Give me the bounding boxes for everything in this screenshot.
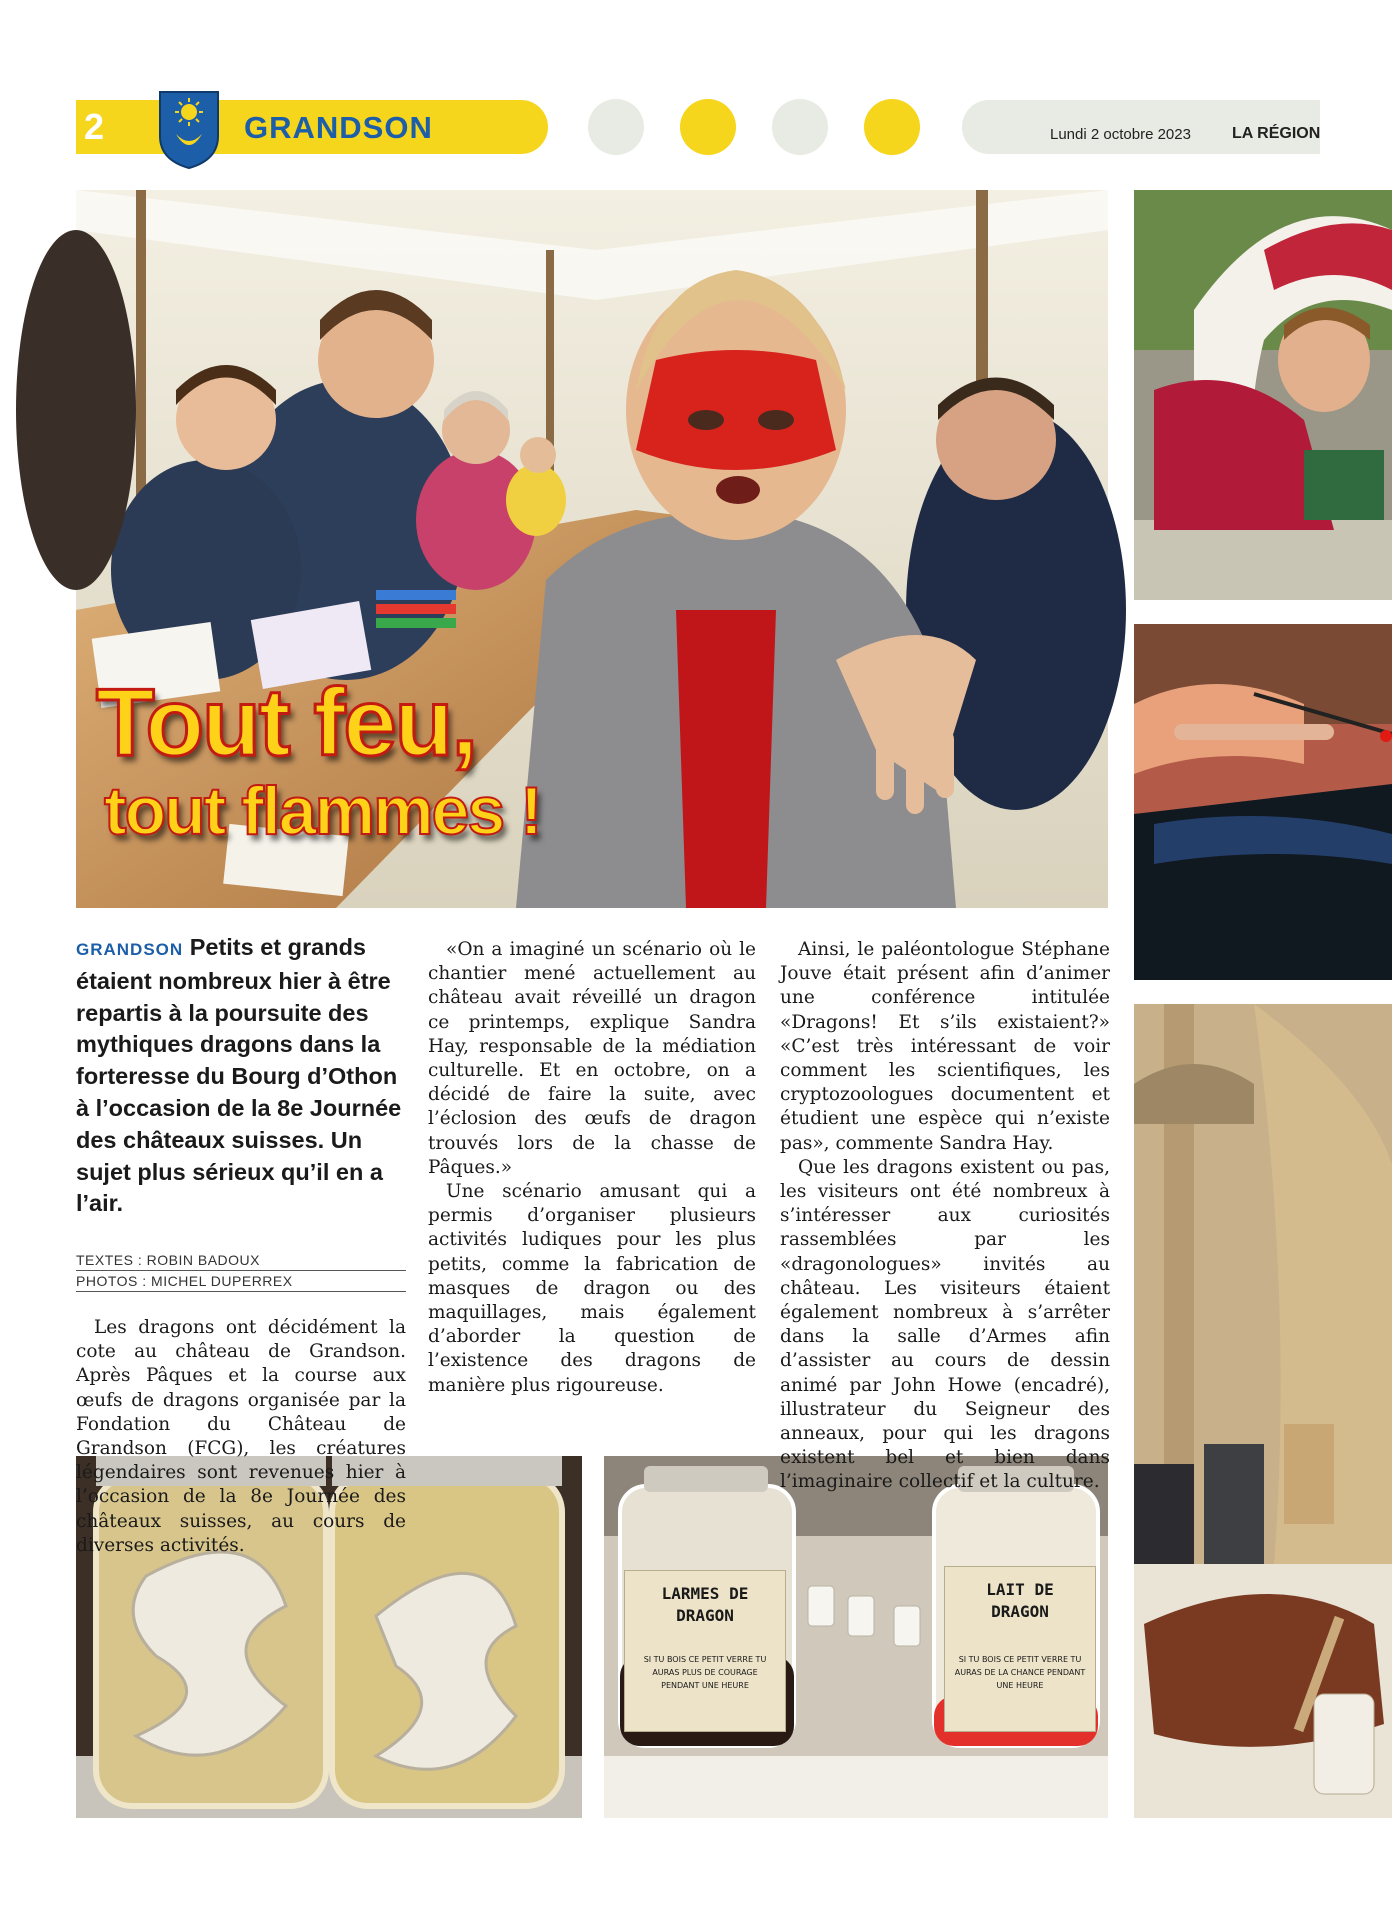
jar-label-tears-caption: SI TU BOIS CE PETIT VERRE TU AURAS PLUS DE COURAGE PENDANT UNE HEURE <box>643 1655 767 1690</box>
body-column-3 <box>780 938 1110 1495</box>
lead-paragraph <box>76 932 406 1220</box>
lead-text: Petits et grands étaient nombreux hier à être repartis à la poursuite des mythiques dragons dans la forteresse du Bourg d’Othon à l’occasion de la 8e Journée des châteaux suisses. Un sujet plus sérieux qu’il en a l’air. <box>76 934 402 1217</box>
photo-face-painting-closeup <box>1134 624 1392 980</box>
photo-medieval-costume <box>1134 190 1392 600</box>
headline-line-1: Tout feu, <box>96 669 477 776</box>
photo-castle-stone-arch <box>1134 1004 1392 1818</box>
grandson-coat-of-arms-icon <box>158 90 220 170</box>
jar-label-tears <box>624 1570 786 1732</box>
lead-kicker: GRANDSON <box>76 940 184 959</box>
credits <box>76 1250 406 1292</box>
header-dot <box>680 99 736 155</box>
credit-texts: TEXTES : ROBIN BADOUX <box>76 1250 406 1271</box>
body-paragraph: Les dragons ont décidément la cote au château de Grandson. Après Pâques et la course aux œufs de dragons organisée par la Fondation du Château de Grandson (FCG), les créatures légendaires sont revenues hier à l’occasion de la 8e Journée des châteaux suisses, au cours de diverses activités. <box>76 1317 406 1556</box>
body-paragraph: Ainsi, le paléontologue Stéphane Jouve était présent afin d’animer une conférence intitulée «Dragons! Et s’ils existaient?» «C’est très intéressant de voir comment les scientifiques, les cryptozoologues documentent et étudient une espèce qui n’existe pas», commente Sandra Hay. <box>780 939 1110 1154</box>
jar-label-milk-title: LAIT DE DRAGON <box>986 1580 1054 1621</box>
body-column-1 <box>76 1316 406 1556</box>
issue-date: Lundi 2 octobre 2023 <box>1050 126 1191 143</box>
headline-line-2: tout flammes ! <box>104 773 541 849</box>
body-column-2 <box>428 938 756 1398</box>
body-paragraph: «On a imaginé un scénario où le chantier mené actuellement au château avait réveillé un dragon ce printemps, explique Sandra Hay, responsable de la médiation culturelle. Et en octobre, on a décidé de faire la suite, avec l’éclosion des œufs de dragon trouvés lors de la chasse de Pâques.» <box>428 939 756 1178</box>
body-paragraph: Que les dragons existent ou pas, les visiteurs ont été nombreux à s’intéresser aux curiosités rassemblées par les «dragonologues» invités au château. Les visiteurs étaient également nombreux à s’arrêter dans la salle d’Armes afin d’assister au cours de dessin animé par John Howe (encadré), illustrateur du Seigneur des anneaux, pour qui les dragons existent bel et bien dans l’imaginaire collectif et la culture. <box>780 1156 1110 1493</box>
jar-label-tears-title: LARMES DE DRAGON <box>661 1584 749 1625</box>
jar-label-milk <box>944 1566 1096 1732</box>
credit-photos: PHOTOS : MICHEL DUPERREX <box>76 1271 406 1292</box>
page-number: 2 <box>84 106 105 147</box>
header-dot <box>864 99 920 155</box>
headline <box>96 669 541 850</box>
header-dot <box>772 99 828 155</box>
body-paragraph: Une scénario amusant qui a permis d’organiser plusieurs activités ludiques pour les plus petits, comme la fabrication de masques de dragon ou des maquillages, mais également d’aborder la question de l’existence des dragons de manière plus rigoureuse. <box>428 1181 756 1396</box>
section-title: GRANDSON <box>244 110 433 145</box>
newspaper-name: LA RÉGION <box>1232 125 1321 142</box>
header-dot <box>588 99 644 155</box>
jar-label-milk-caption: SI TU BOIS CE PETIT VERRE TU AURAS DE LA CHANCE PENDANT UNE HEURE <box>954 1655 1086 1690</box>
